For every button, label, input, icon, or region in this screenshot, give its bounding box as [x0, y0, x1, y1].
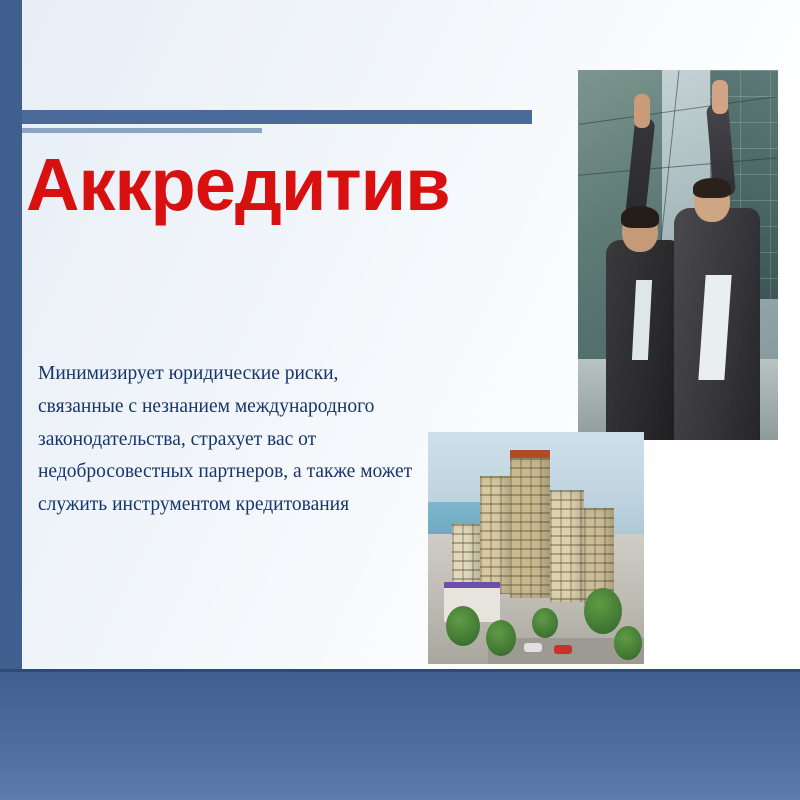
tree: [446, 606, 480, 646]
slide-title: Аккредитив: [26, 143, 450, 226]
tree: [584, 588, 622, 634]
residential-buildings-photo: [428, 432, 644, 664]
photo-man-a-hand: [634, 94, 650, 128]
bottom-accent-band: [0, 672, 800, 800]
tree: [532, 608, 558, 638]
photo-man-b-hair: [693, 178, 731, 198]
tree: [486, 620, 516, 656]
photo-man-b-hand: [712, 80, 728, 114]
slide-body-text: Минимизирует юридические риски, связанные с незнанием международного законодательства, страхует вас от недобросовестных партнеров, а также может служить инструментом кредитования: [38, 363, 413, 515]
title-accent-bar: [22, 110, 532, 124]
building-tower: [550, 490, 584, 602]
building-tower: [480, 476, 510, 594]
photo-man-a-hair: [621, 206, 659, 228]
businessmen-pointing-photo: [578, 70, 778, 440]
car: [524, 643, 542, 652]
car: [554, 645, 572, 654]
tree: [614, 626, 642, 660]
title-accent-bar-secondary: [22, 128, 262, 133]
building-tower: [510, 458, 550, 598]
